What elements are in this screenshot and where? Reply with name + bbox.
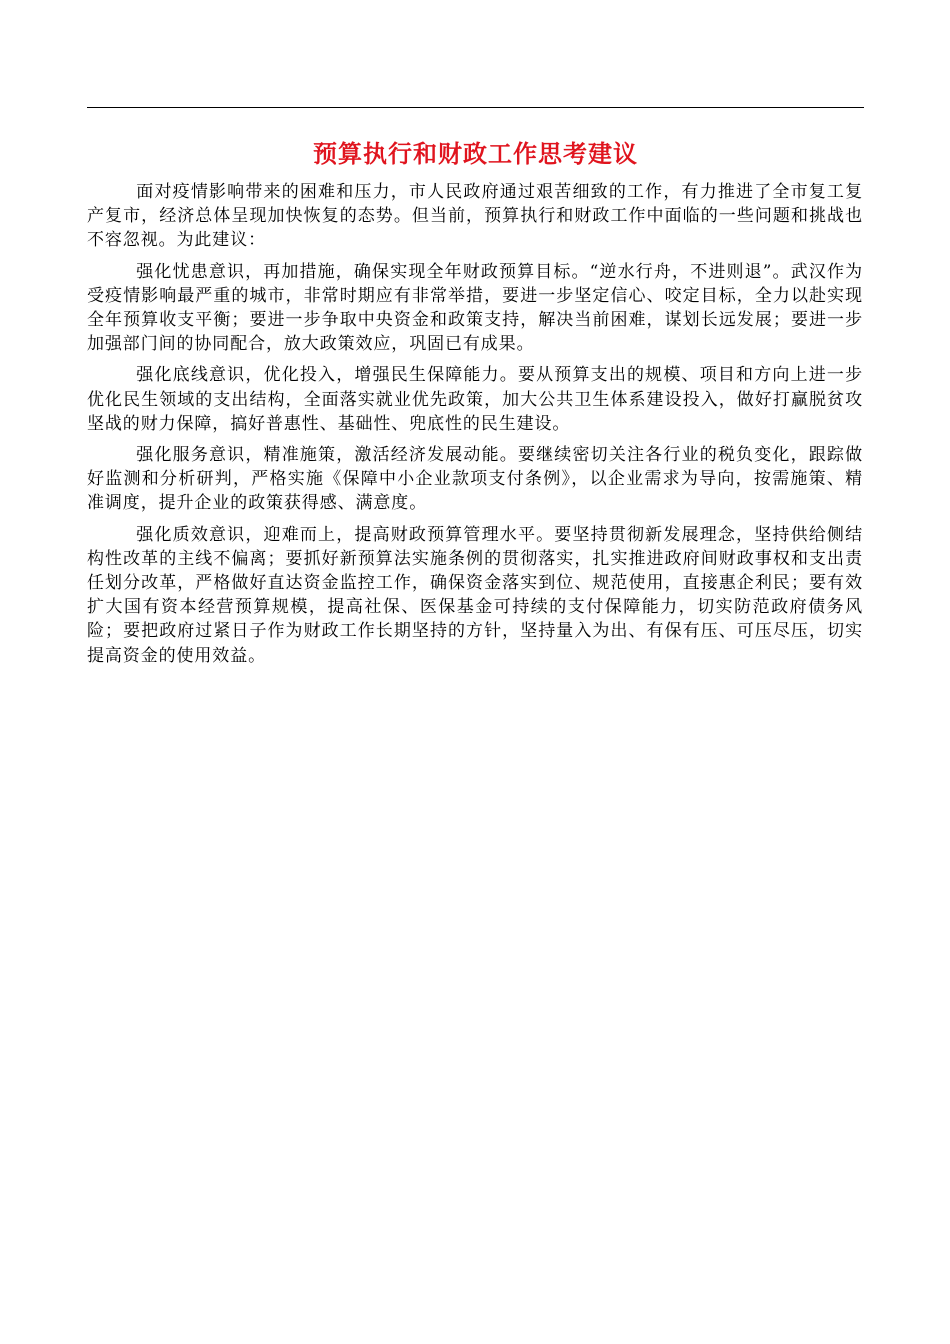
document-body bbox=[87, 180, 863, 675]
paragraph-intro: 面对疫情影响带来的困难和压力，市人民政府通过艰苦细致的工作，有力推进了全市复工复产复市，经济总体呈现加快恢复的态势。但当前，预算执行和财政工作中面临的一些问题和挑战也不容忽视。为此建议： bbox=[87, 182, 863, 251]
paragraph-bottom-line: 强化底线意识，优化投入，增强民生保障能力。要从预算支出的规模、项目和方向上进一步优化民生领域的支出结构，全面落实就业优先政策，加大公共卫生体系建设投入，做好打赢脱贫攻坚战的财力保障，搞好普惠性、基础性、兜底性的民生建设。 bbox=[87, 365, 863, 434]
paragraph-efficiency: 强化质效意识，迎难而上，提高财政预算管理水平。要坚持贯彻新发展理念，坚持供给侧结构性改革的主线不偏离；要抓好新预算法实施条例的贯彻落实，扎实推进政府间财政事权和支出责任划分改革，严格做好直达资金监控工作，确保资金落实到位、规范使用，直接惠企利民；要有效扩大国有资本经营预算规模，提高社保、医保基金可持续的支付保障能力，切实防范政府债务风险；要把政府过紧日子作为财政工作长期坚持的方针，坚持量入为出、有保有压、可压尽压，切实提高资金的使用效益。 bbox=[87, 524, 863, 666]
header-rule bbox=[87, 107, 864, 108]
paragraph-service: 强化服务意识，精准施策，激活经济发展动能。要继续密切关注各行业的税负变化，跟踪做好监测和分析研判，严格实施《保障中小企业款项支付条例》，以企业需求为导向，按需施策、精准调度，提升企业的政策获得感、满意度。 bbox=[87, 445, 863, 514]
paragraph-risk-awareness: 强化忧患意识，再加措施，确保实现全年财政预算目标。“逆水行舟，不进则退”。武汉作为受疫情影响最严重的城市，非常时期应有非常举措，要进一步坚定信心、咬定目标，全力以赴实现全年预算收支平衡；要进一步争取中央资金和政策支持，解决当前困难，谋划长远发展；要进一步加强部门间的协同配合，放大政策效应，巩固已有成果。 bbox=[87, 261, 863, 355]
document-title: 预算执行和财政工作思考建议 bbox=[313, 139, 638, 168]
